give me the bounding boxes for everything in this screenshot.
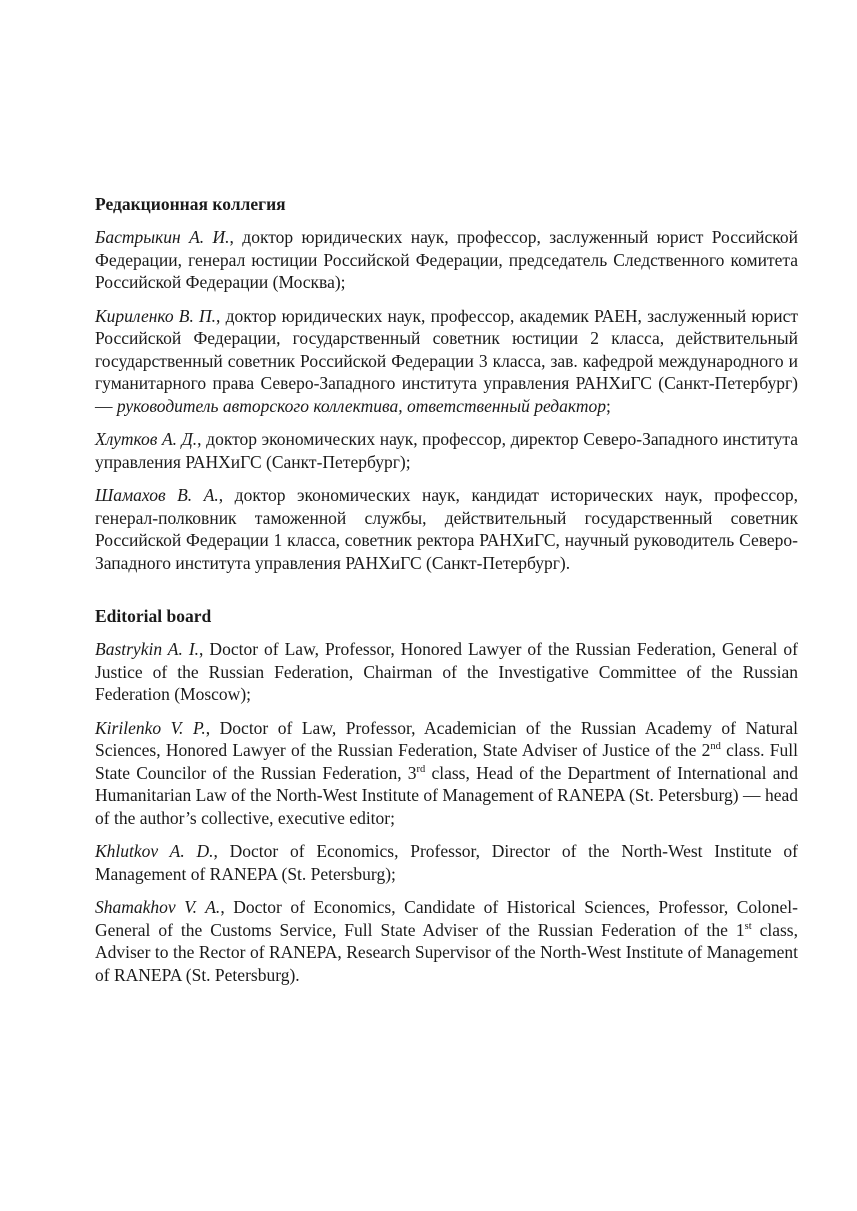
- section-divider-space: [95, 585, 798, 604]
- entry-bastrykin-en: [95, 638, 798, 706]
- entry-text: class. Full State Councilor of the Russian Federation, 3: [95, 740, 798, 783]
- entry-name: Шамахов В. А.: [95, 485, 219, 505]
- ordinal-suffix: nd: [710, 741, 721, 753]
- entry-text: , Doctor of Law, Professor, Academician of the Russian Academy of Natural Sciences, Honored Lawyer of the Russian Federation, State Adviser of Justice of the 2: [95, 717, 798, 760]
- entry-text: , Doctor of Law, Professor, Honored Lawyer of the Russian Federation, General of Justice of the Russian Federation, Chairman of the Investigative Committee of the Russian Federation (Moscow);: [95, 639, 798, 704]
- editorial-page: [95, 192, 798, 997]
- heading-en: Editorial board: [95, 606, 212, 626]
- entry-text: , Doctor of Economics, Professor, Director of the North-West Institute of Management of RANEPA (St. Petersburg);: [95, 841, 798, 884]
- entry-khlutkov-ru: [95, 428, 798, 473]
- entry-kirilenko-ru: [95, 305, 798, 418]
- entry-name: Kirilenko V. P.: [95, 717, 206, 738]
- entry-name: Кириленко В. П.: [95, 305, 217, 326]
- entry-text: , Doctor of Economics, Candidate of Historical Sciences, Professor, Colonel-General of the Customs Service, Full State Adviser of the Russian Federation of the 1: [95, 897, 798, 940]
- entry-tail: ;: [606, 395, 611, 416]
- entry-name: Khlutkov A. D.: [95, 841, 214, 861]
- ordinal-suffix: st: [744, 920, 752, 932]
- entry-khlutkov-en: [95, 840, 798, 885]
- entry-text: , доктор юридических наук, профессор, академик РАЕН, заслуженный юрист Российской Федерации, государственный советник юстиции 2 класса, действительный государственный советник Российской Федерации 3 класса, зав. кафедрой международного и гуманитарного права Северо-Западного института управления РАНХиГС (Санкт-Петербург) —: [95, 305, 799, 416]
- entry-role: руководитель авторского коллектива, ответственный редактор: [116, 395, 606, 416]
- entry-text: , доктор юридических наук, профессор, заслуженный юрист Российской Федерации, генерал юстиции Российской Федерации, председатель Следственного комитета Российской Федерации (Москва);: [95, 227, 798, 292]
- entry-name: Shamakhov V. A.: [95, 897, 221, 917]
- entry-text: class, Head of the Department of International and Humanitarian Law of the North-West Institute of Management of RANEPA (St. Petersburg) — head of the author’s collective, executive editor;: [95, 762, 798, 828]
- ordinal-suffix: rd: [416, 763, 426, 775]
- entry-shamakhov-ru: [95, 484, 798, 574]
- entry-text: , доктор экономических наук, кандидат исторических наук, профессор, генерал-полковник таможенной службы, действительный государственный советник Российской Федерации 1 класса, советник ректора РАНХиГС, научный руководитель Северо-Западного института управления РАНХиГС (Санкт-Петербург).: [95, 485, 798, 573]
- entry-text: class, Adviser to the Rector of RANEPA, Research Supervisor of the North-West Institute of Management of RANEPA (St. Petersburg).: [95, 919, 798, 985]
- heading-ru: Редакционная коллегия: [95, 194, 286, 214]
- entry-name: Бастрыкин А. И.: [95, 227, 230, 247]
- entry-shamakhov-en: [95, 896, 798, 986]
- entry-bastrykin-ru: [95, 226, 798, 294]
- entry-name: Bastrykin A. I.: [95, 639, 200, 659]
- entry-kirilenko-en: [95, 717, 798, 830]
- entry-text: , доктор экономических наук, профессор, директор Северо-Западного института управления РАНХиГС (Санкт-Петербург);: [95, 429, 799, 472]
- entry-name: Хлутков А. Д.: [95, 429, 198, 449]
